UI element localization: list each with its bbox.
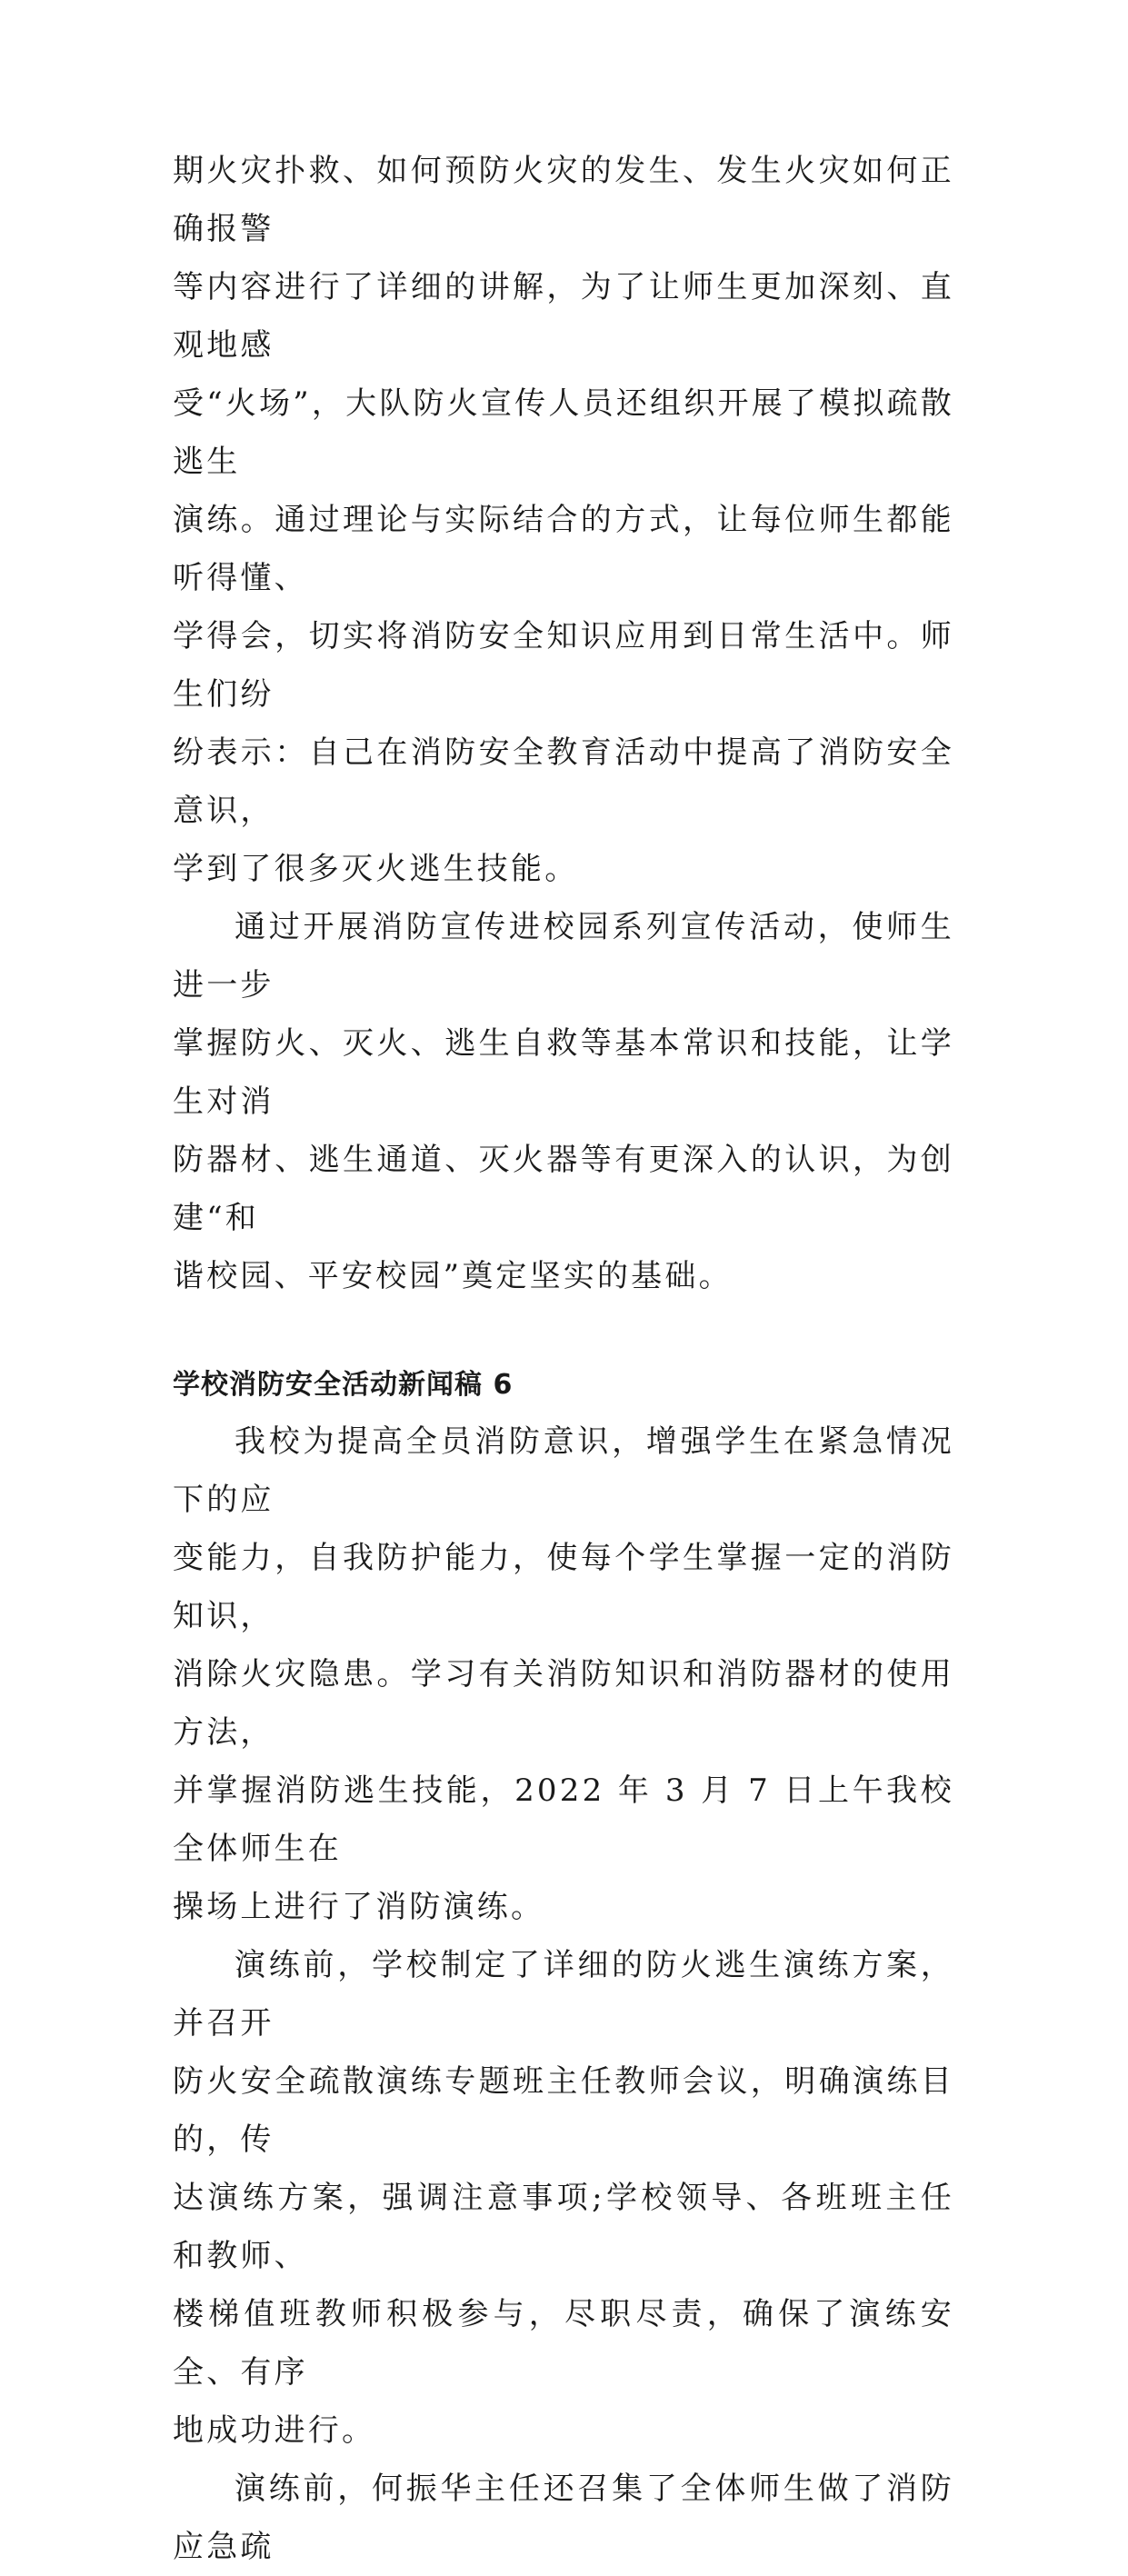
paragraph-drill-briefing: 演练前，何振华主任还召集了全体师生做了消防应急疏: [173, 2471, 954, 2565]
paragraph-campus-campaign: 通过开展消防宣传进校园系列宣传活动，使师生进一步 掌握防火、灭火、逃生自救等基本常识和技能，让学生对消 防器材、逃生通道、灭火器等有更深入的认识，为创建“和 谐校园、平安校园”奠定坚实的基础。: [173, 909, 954, 1294]
paragraph-drill-intro: 我校为提高全员消防意识，增强学生在紧急情况下的应 变能力，自我防护能力，使每个学生掌握一定的消防知识， 消除火灾隐患。学习有关消防知识和消防器材的使用方法， 并掌握消防逃生技能，2022 年 3 月 7 日上午我校全体师生在 操场上进行了消防演练。: [173, 1423, 954, 1925]
paragraph-drill-preparation: 演练前，学校制定了详细的防火逃生演练方案，并召开 防火安全疏散演练专题班主任教师会议，明确演练目的，传 达演练方案，强调注意事项;学校领导、各班班主任和教师、 楼梯值班教师积极参与，尽职尽责，确保了演练安全、有序 地成功进行。: [173, 1947, 954, 2449]
document-body: [173, 142, 954, 2576]
section-title: 学校消防安全活动新闻稿 6: [173, 1369, 514, 1401]
paragraph-continued: 期火灾扑救、如何预防火灾的发生、发生火灾如何正确报警 等内容进行了详细的讲解，为了让师生更加深刻、直观地感 受“火场”，大队防火宣传人员还组织开展了模拟疏散逃生 演练。通过理论与实际结合的方式，让每位师生都能听得懂、 学得会，切实将消防安全知识应用到日常生活中。师生们纷 纷表示：自己在消防安全教育活动中提高了消防安全意识， 学到了很多灭火逃生技能。: [173, 153, 954, 887]
